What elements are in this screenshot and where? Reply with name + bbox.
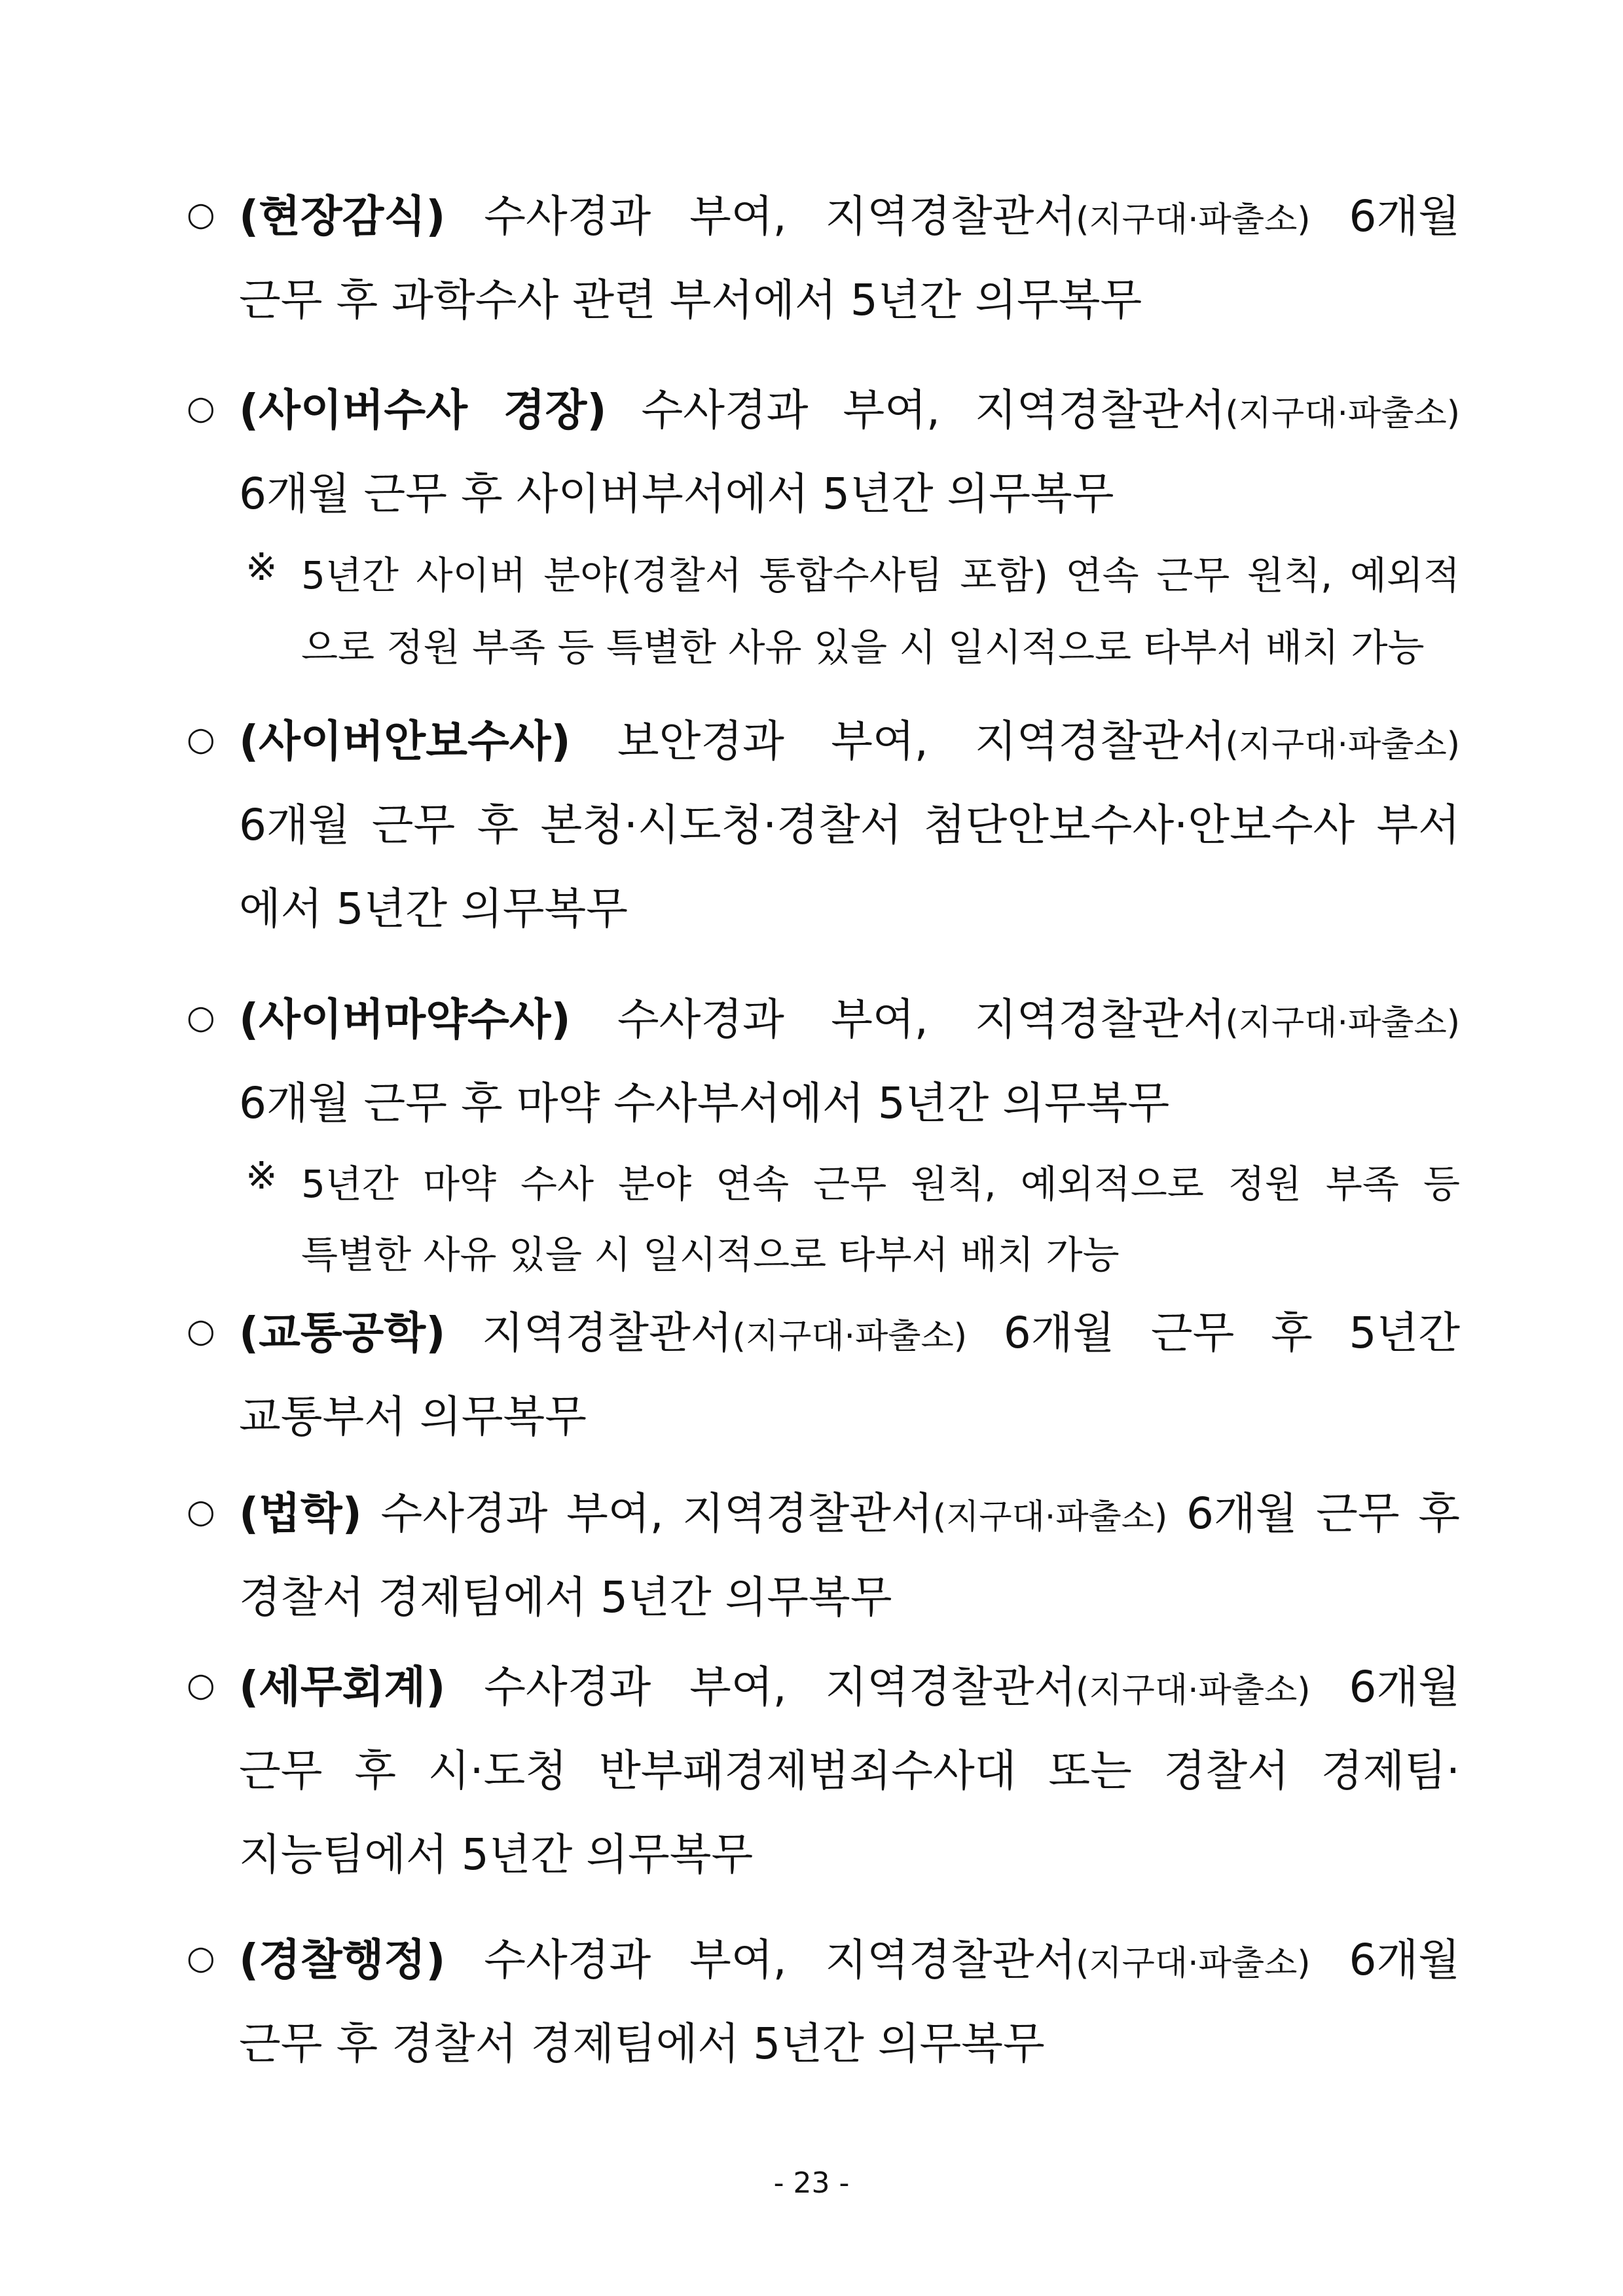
item-line: (교통공학) 지역경찰관서(지구대·파출소) 6개월 근무 후 5년간 (239, 1308, 1460, 1358)
item-line: 에서 5년간 의무복무 (239, 884, 628, 934)
list-item (187, 716, 1460, 940)
bullet-icon: ○ (187, 1939, 215, 1977)
item-heading: (경찰행정) (239, 1935, 446, 1985)
bullet-icon: ○ (187, 389, 215, 427)
item-heading: (현장감식) (239, 191, 446, 242)
item-heading: (교통공학) (239, 1308, 446, 1358)
item-heading: (사이버마약수사) (239, 994, 571, 1045)
list-item (187, 385, 1460, 525)
item-heading: (사이버안보수사) (239, 716, 571, 766)
list-item (187, 994, 1460, 1134)
page-number: - 23 - (773, 2166, 850, 2200)
note-line: 으로 정원 부족 등 특별한 사유 있을 시 일시적으로 타부서 배치 가능 (301, 625, 1425, 670)
item-line: 근무 후 과학수사 관련 부서에서 5년간 의무복무 (239, 275, 1142, 325)
bullet-icon: ○ (187, 720, 215, 758)
reference-mark: ※ (246, 545, 278, 589)
bullet-icon: ○ (187, 1492, 215, 1530)
item-heading: (세무회계) (239, 1662, 446, 1712)
item-line: (세무회계) 수사경과 부여, 지역경찰관서(지구대·파출소) 6개월 (239, 1662, 1460, 1712)
item-line: (현장감식) 수사경과 부여, 지역경찰관서(지구대·파출소) 6개월 (239, 191, 1460, 242)
note (246, 545, 1460, 670)
note (246, 1153, 1460, 1277)
list-item (187, 1935, 1460, 2075)
note-line: 5년간 사이버 분야(경찰서 통합수사팀 포함) 연속 근무 원칙, 예외적 (301, 553, 1460, 598)
item-heading: (사이버수사 경장) (239, 385, 607, 435)
list-item (187, 191, 1460, 331)
item-line: 6개월 근무 후 본청·시도청·경찰서 첨단안보수사·안보수사 부서 (239, 800, 1460, 850)
note-line: 5년간 마약 수사 분야 연속 근무 원칙, 예외적으로 정원 부족 등 (301, 1162, 1460, 1206)
item-line: (사이버안보수사) 보안경과 부여, 지역경찰관서(지구대·파출소) (239, 716, 1460, 766)
reference-mark: ※ (246, 1153, 278, 1198)
item-line: 경찰서 경제팀에서 5년간 의무복무 (239, 1572, 892, 1623)
list-item (187, 1488, 1460, 1628)
item-line: (사이버마약수사) 수사경과 부여, 지역경찰관서(지구대·파출소) (239, 994, 1460, 1045)
bullet-icon: ○ (187, 998, 215, 1036)
item-line: 근무 후 시·도청 반부패경제범죄수사대 또는 경찰서 경제팀· (239, 1746, 1460, 1796)
bullet-icon: ○ (187, 1312, 215, 1350)
bullet-icon: ○ (187, 1666, 215, 1704)
list-item (187, 1308, 1460, 1448)
item-line: 6개월 근무 후 마약 수사부서에서 5년간 의무복무 (239, 1078, 1170, 1128)
item-line: 지능팀에서 5년간 의무복무 (239, 1829, 754, 1880)
item-line: (사이버수사 경장) 수사경과 부여, 지역경찰관서(지구대·파출소) (239, 385, 1460, 435)
item-heading: (법학) (239, 1488, 362, 1539)
list-item (187, 1662, 1460, 1886)
note-line: 특별한 사유 있을 시 일시적으로 타부서 배치 가능 (301, 1232, 1120, 1277)
item-line: (법학) 수사경과 부여, 지역경찰관서(지구대·파출소) 6개월 근무 후 (239, 1488, 1460, 1539)
item-line: (경찰행정) 수사경과 부여, 지역경찰관서(지구대·파출소) 6개월 (239, 1935, 1460, 1985)
item-line: 근무 후 경찰서 경제팀에서 5년간 의무복무 (239, 2018, 1045, 2069)
item-line: 교통부서 의무복무 (239, 1391, 587, 1442)
bullet-icon: ○ (187, 195, 215, 233)
item-line: 6개월 근무 후 사이버부서에서 5년간 의무복무 (239, 469, 1114, 519)
